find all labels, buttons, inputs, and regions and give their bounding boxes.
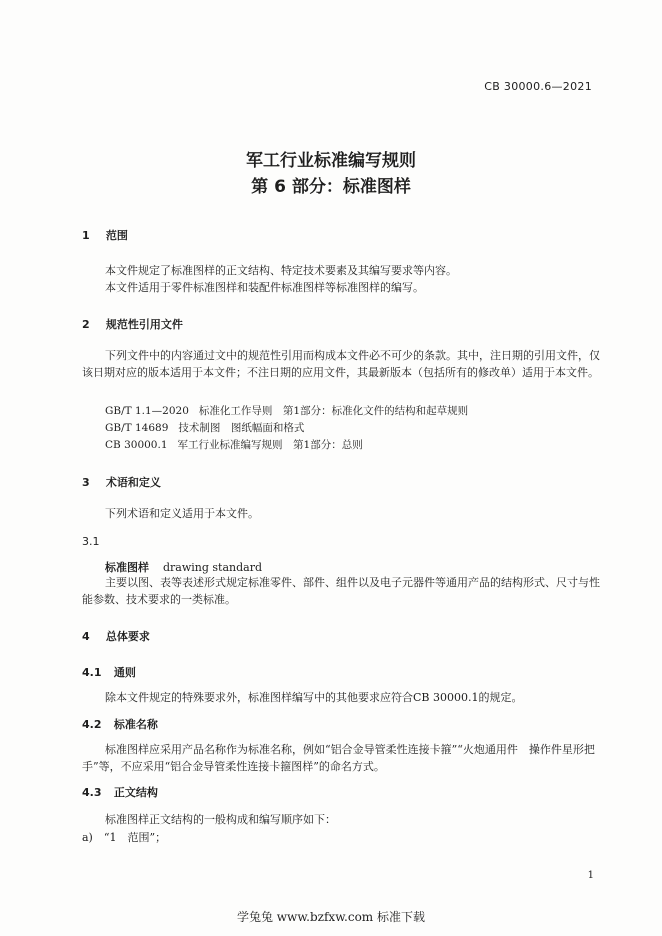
- subsection-title: 标准名称: [113, 718, 158, 731]
- subsection-number: 4.1: [82, 666, 102, 679]
- reference-item: [105, 437, 373, 452]
- reference-item: [105, 420, 314, 435]
- section-heading-3: [82, 474, 161, 490]
- subsection-heading-4-2: [82, 716, 158, 732]
- term-chinese: 标准图样: [105, 561, 149, 574]
- section-title: 范围: [105, 229, 128, 242]
- section-title: 总体要求: [105, 630, 150, 643]
- section-heading-4: [82, 628, 150, 644]
- section-heading-2: [82, 316, 183, 332]
- term-number: 3.1: [82, 535, 100, 548]
- section-number: 3: [82, 476, 90, 489]
- page-number: 1: [587, 870, 594, 881]
- subsection-heading-4-1: [82, 664, 136, 680]
- watermark-footer: 学兔兔 www.bzfxw.com 标准下载: [236, 910, 426, 924]
- section-number: 4: [82, 630, 90, 643]
- paragraph: 下列文件中的内容通过文中的规范性引用而构成本文件必不可少的条款。其中，注日期的引用文件，仅该日期对应的版本适用于本文件；不注日期的应用文件，其最新版本（包括所有的修改单）适用于本文件。: [82, 349, 600, 379]
- subsection-title: 通则: [113, 666, 136, 679]
- section-heading-1: [82, 227, 128, 243]
- term-entry: [105, 559, 262, 575]
- reference-title: 标准化工作导则 第1部分：标准化文件的结构和起草规则: [198, 405, 469, 417]
- reference-title: 军工行业标准编写规则 第1部分：总则: [177, 439, 363, 451]
- section-title: 规范性引用文件: [105, 318, 183, 331]
- reference-code: CB 30000.1: [105, 439, 168, 451]
- subsection-title: 正文结构: [113, 786, 158, 799]
- reference-item: [105, 403, 478, 418]
- section-title: 术语和定义: [105, 476, 161, 489]
- section-number: 1: [82, 229, 90, 242]
- subsection-heading-4-3: [82, 784, 158, 800]
- subsection-number: 4.3: [82, 786, 102, 799]
- list-item: a) “1 范围”；: [82, 831, 167, 844]
- paragraph: 标准图样应采用产品名称作为标准名称，例如“铝合金导管柔性连接卡箍”“火炮通用件 操作件星形把手”等，不应采用“铝合金导管柔性连接卡箍图样”的命名方式。: [82, 743, 595, 773]
- reference-title: 技术制图 图纸幅面和格式: [178, 422, 305, 434]
- paragraph: 本文件规定了标准图样的正文结构、特定技术要素及其编写要求等内容。: [105, 264, 457, 277]
- paragraph: 标准图样正文结构的一般构成和编写顺序如下：: [105, 813, 336, 826]
- subsection-number: 4.2: [82, 718, 102, 731]
- paragraph: 除本文件规定的特殊要求外，标准图样编写中的其他要求应符合CB 30000.1的规定。: [105, 691, 523, 704]
- term-english: drawing standard: [163, 561, 263, 574]
- reference-code: GB/T 14689: [105, 422, 169, 434]
- document-title: 军工行业标准编写规则: [246, 151, 416, 171]
- paragraph: 本文件适用于零件标准图样和装配件标准图样等标准图样的编写。: [105, 281, 424, 294]
- reference-code: GB/T 1.1—2020: [105, 405, 189, 417]
- standard-number: CB 30000.6—2021: [484, 80, 592, 93]
- paragraph: 下列术语和定义适用于本文件。: [105, 507, 259, 520]
- term-definition: 主要以图、表等表述形式规定标准零件、部件、组件以及电子元器件等通用产品的结构形式、尺寸与性能参数、技术要求的一类标准。: [82, 576, 600, 606]
- document-subtitle: 第 6 部分：标准图样: [251, 177, 411, 197]
- section-number: 2: [82, 318, 90, 331]
